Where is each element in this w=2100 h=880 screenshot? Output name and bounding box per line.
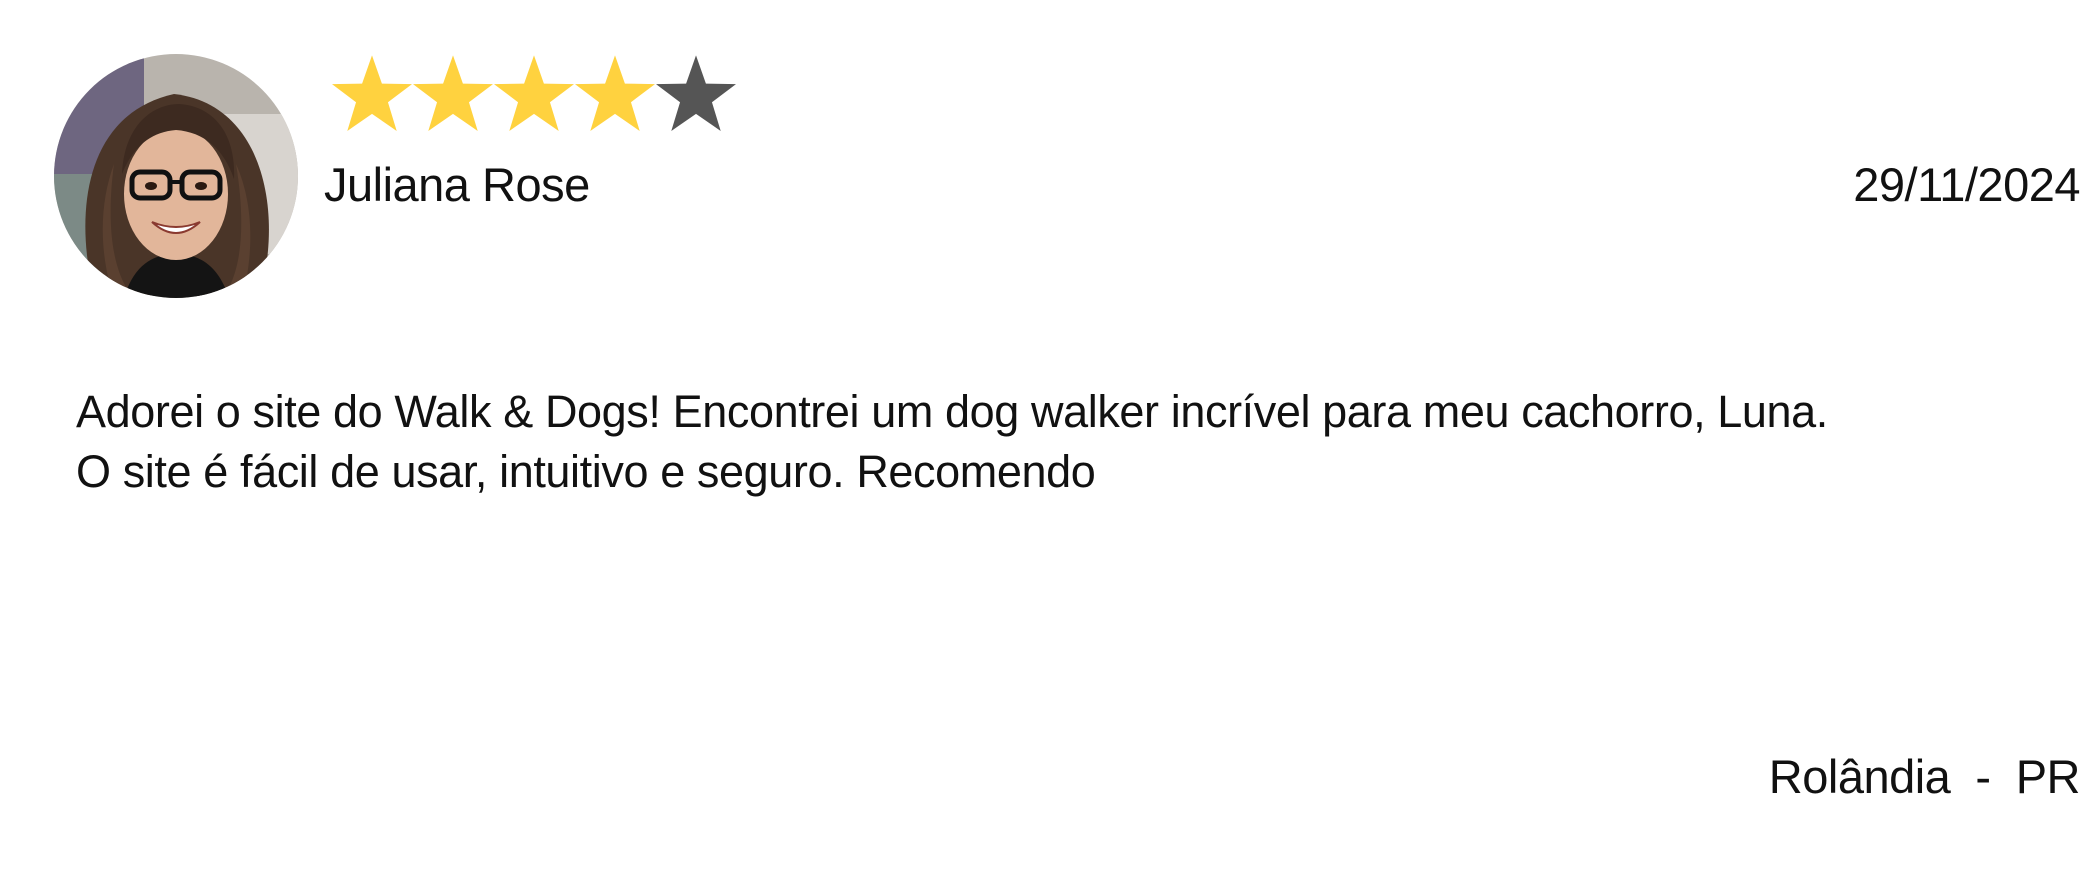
- review-date: 29/11/2024: [1853, 158, 2080, 211]
- star-icon: [573, 52, 657, 136]
- rating-stars: [330, 52, 735, 136]
- review-text: [76, 382, 2056, 502]
- review-location: Rolândia - PR: [1768, 750, 2080, 803]
- star-icon: [411, 52, 495, 136]
- reviewer-name: Juliana Rose: [324, 158, 590, 211]
- review-text-line: Adorei o site do Walk & Dogs! Encontrei um dog walker incrível para meu cachorro, Luna.: [76, 386, 1828, 437]
- star-icon: [654, 52, 738, 136]
- star-icon: [330, 52, 414, 136]
- review-text-line: O site é fácil de usar, intuitivo e seguro. Recomendo: [76, 446, 1096, 497]
- star-icon: [492, 52, 576, 136]
- reviewer-avatar: [54, 54, 298, 298]
